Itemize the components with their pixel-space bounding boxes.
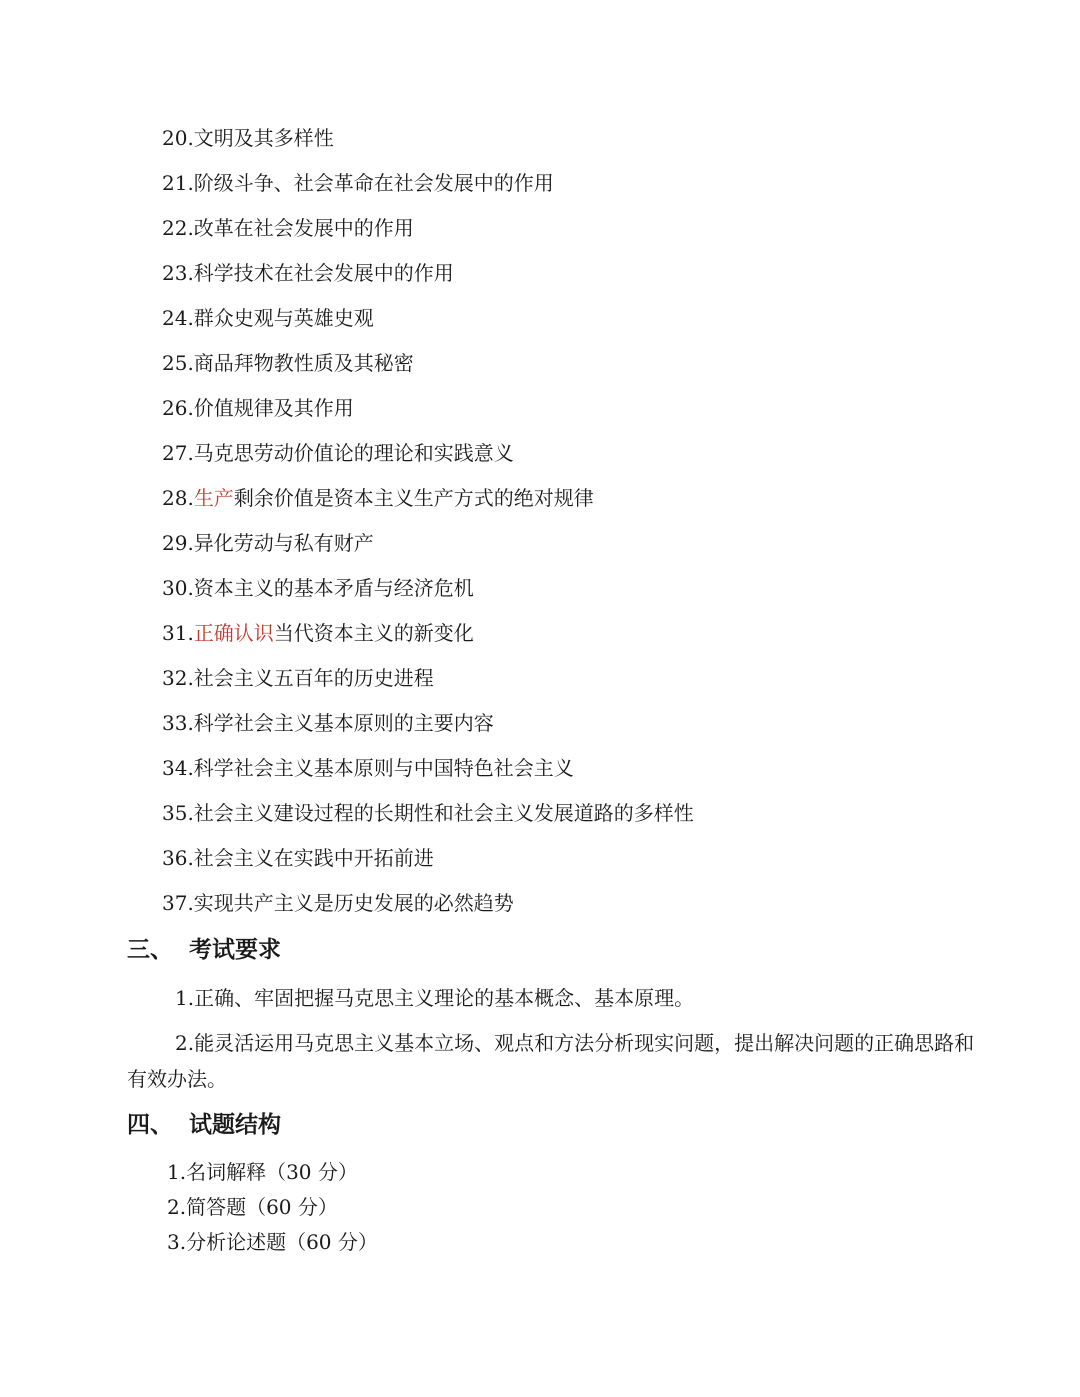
list-item: 23.科学技术在社会发展中的作用 xyxy=(162,261,454,285)
list-item: 25.商品拜物教性质及其秘密 xyxy=(162,351,414,375)
highlighted-text: 正确认识 xyxy=(193,621,274,645)
list-item xyxy=(162,619,474,647)
list-item: 37.实现共产主义是历史发展的必然趋势 xyxy=(162,891,514,915)
highlighted-text: 生产 xyxy=(193,486,234,510)
section-heading-exam-requirements xyxy=(127,935,281,965)
item-text: 当代资本主义的新变化 xyxy=(273,621,474,645)
item-number: 31. xyxy=(162,621,194,645)
list-item: 26.价值规律及其作用 xyxy=(162,396,354,420)
list-item: 33.科学社会主义基本原则的主要内容 xyxy=(162,711,494,735)
list-item: 21.阶级斗争、社会革命在社会发展中的作用 xyxy=(162,171,554,195)
structure-item: 3.分析论述题（60 分） xyxy=(167,1230,378,1254)
list-item: 22.改革在社会发展中的作用 xyxy=(162,216,414,240)
list-item: 32.社会主义五百年的历史进程 xyxy=(162,666,434,690)
item-text: 剩余价值是资本主义生产方式的绝对规律 xyxy=(233,486,594,510)
paragraph-text: 2.能灵活运用马克思主义基本立场、观点和方法分析现实问题，提出解决问题的正确思路和有效办法。 xyxy=(127,1031,975,1091)
section-title: 考试要求 xyxy=(189,936,281,963)
structure-item: 1.名词解释（30 分） xyxy=(167,1160,358,1184)
section-number: 三、 xyxy=(127,936,173,963)
paragraph xyxy=(127,1025,977,1097)
paragraph xyxy=(127,980,977,1016)
list-item: 36.社会主义在实践中开拓前进 xyxy=(162,846,434,870)
section-number: 四、 xyxy=(127,1111,173,1138)
list-item: 24.群众史观与英雄史观 xyxy=(162,306,374,330)
list-item xyxy=(162,484,594,512)
list-item: 29.异化劳动与私有财产 xyxy=(162,531,374,555)
list-item: 35.社会主义建设过程的长期性和社会主义发展道路的多样性 xyxy=(162,801,694,825)
section-title: 试题结构 xyxy=(189,1111,281,1138)
list-item: 20.文明及其多样性 xyxy=(162,126,334,150)
list-item: 30.资本主义的基本矛盾与经济危机 xyxy=(162,576,474,600)
item-number: 28. xyxy=(162,486,194,510)
paragraph-text: 1.正确、牢固把握马克思主义理论的基本概念、基本原理。 xyxy=(175,986,695,1010)
section-heading-question-structure xyxy=(127,1110,281,1140)
list-item: 34.科学社会主义基本原则与中国特色社会主义 xyxy=(162,756,574,780)
list-item: 27.马克思劳动价值论的理论和实践意义 xyxy=(162,441,514,465)
structure-item: 2.简答题（60 分） xyxy=(167,1195,338,1219)
